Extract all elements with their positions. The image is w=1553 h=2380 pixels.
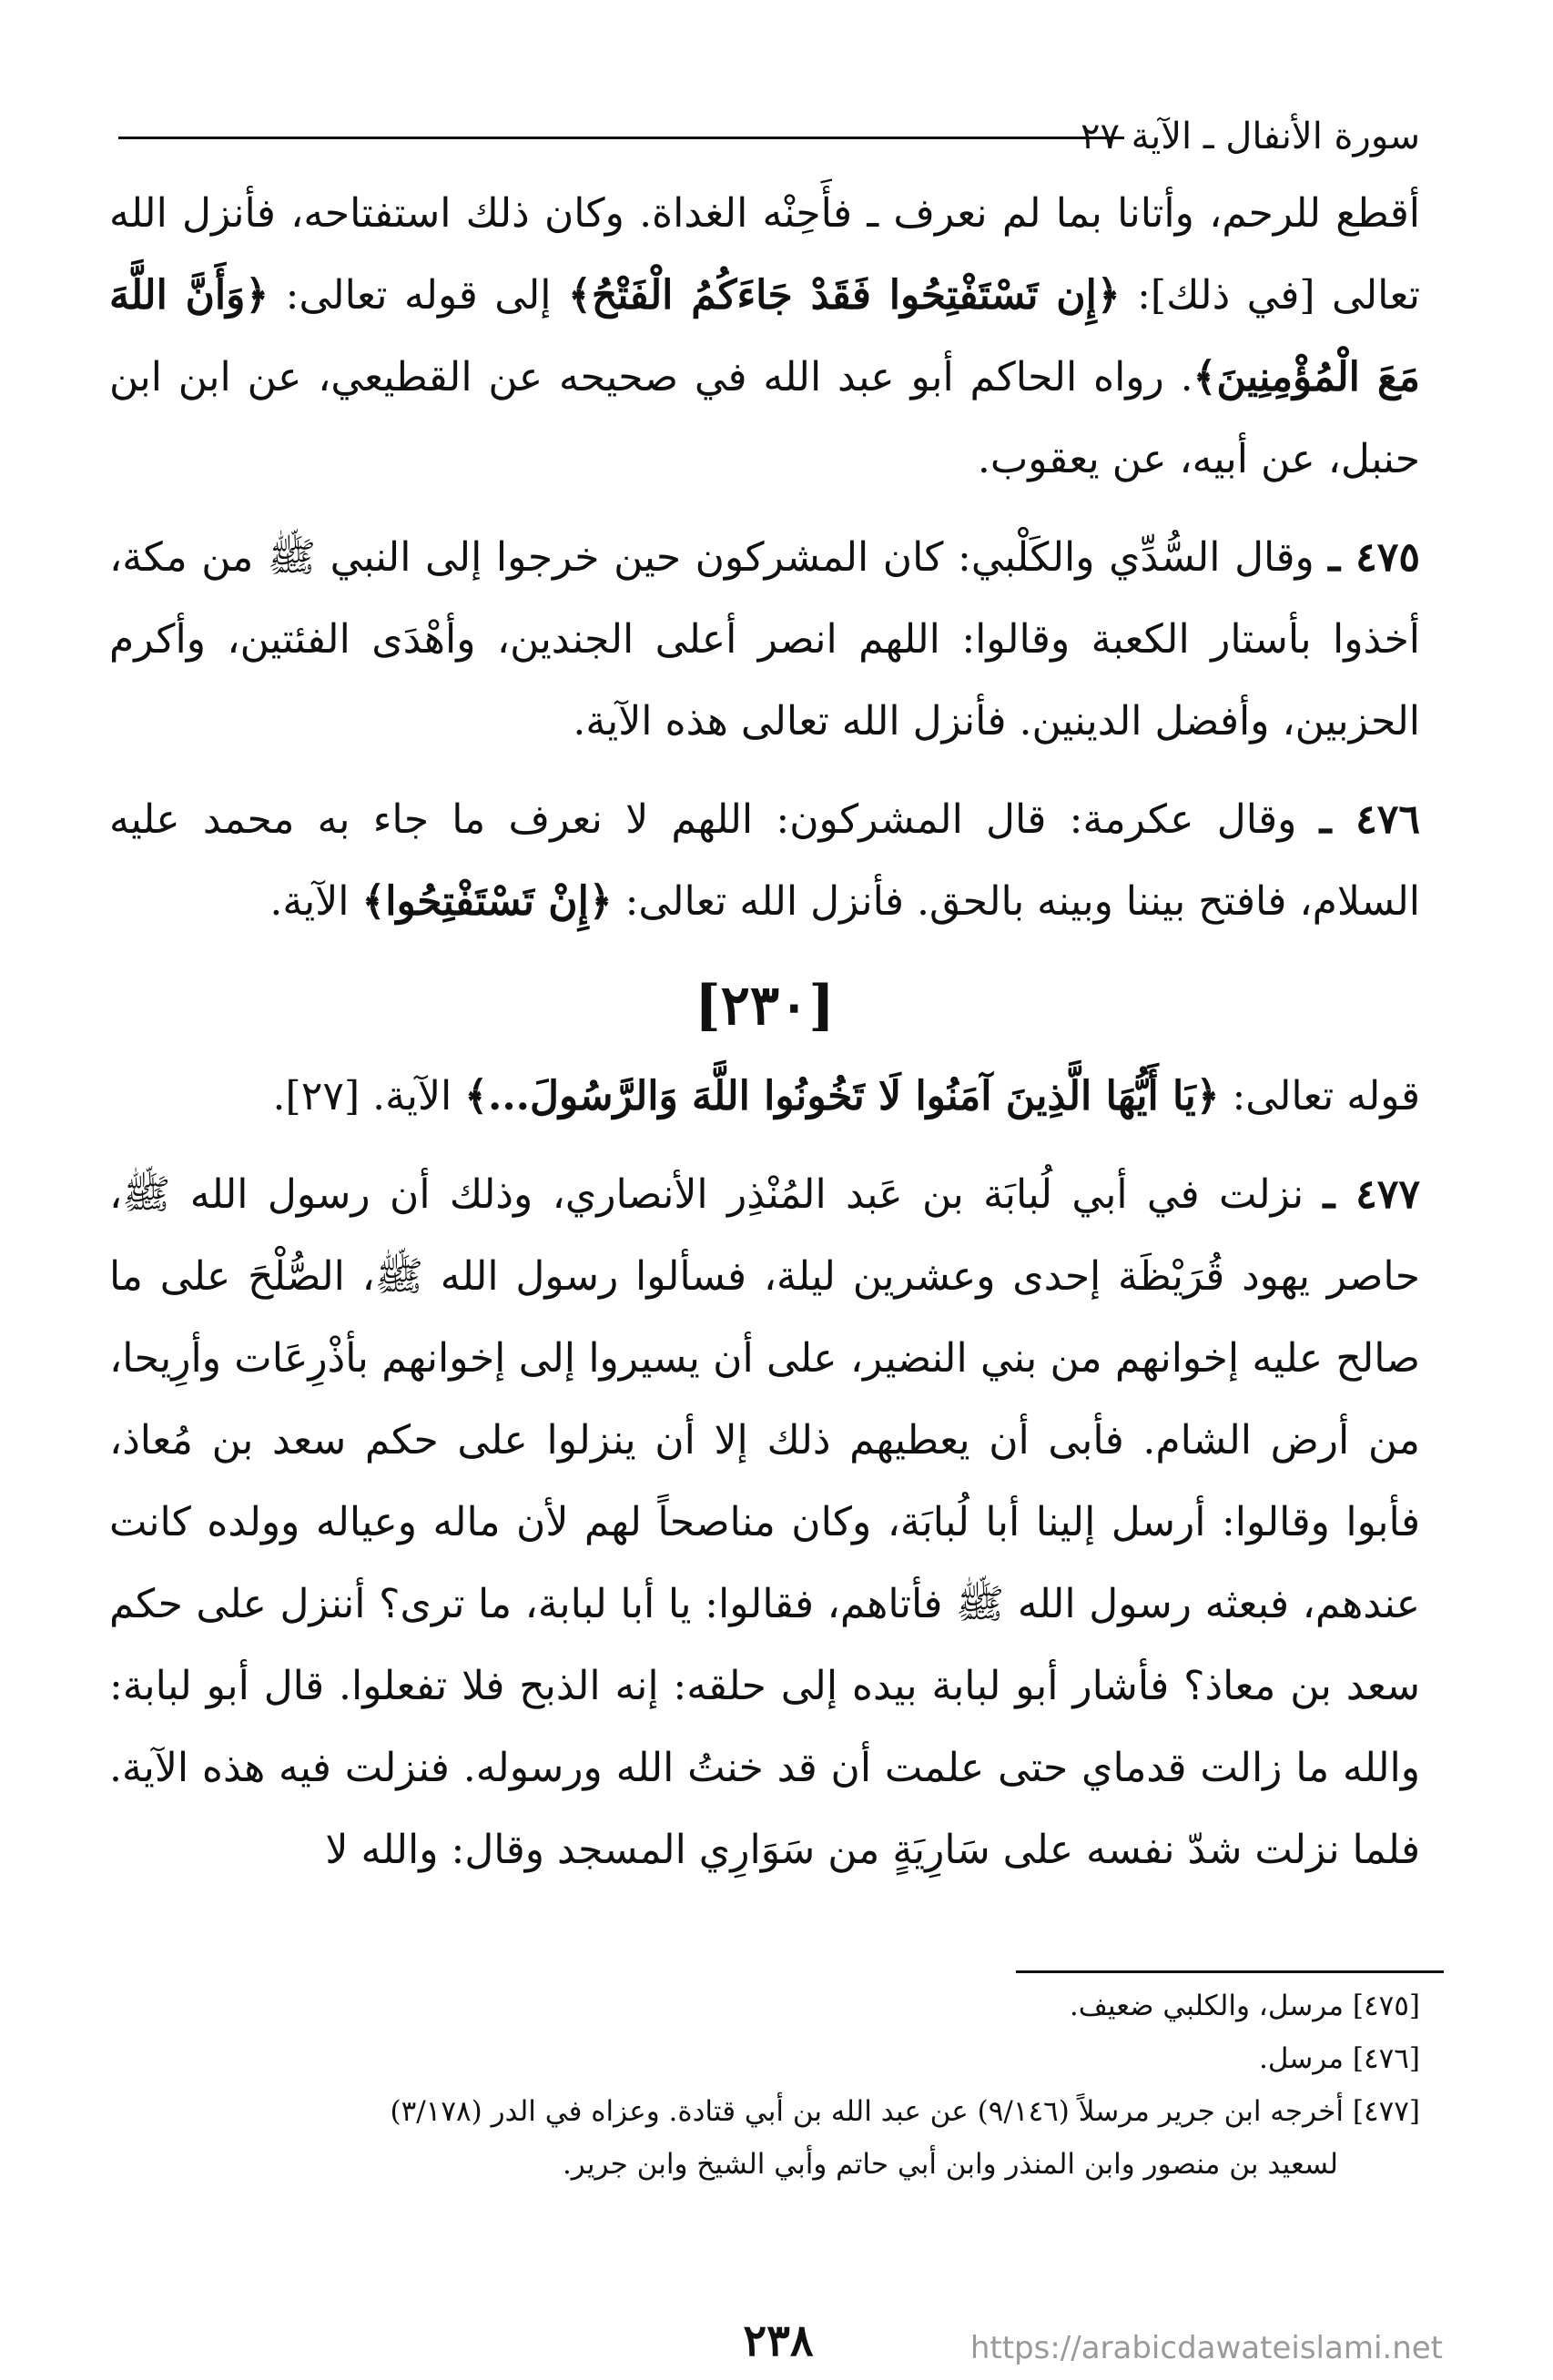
narration-text: وقال السُّدِّي والكَلْبي: كان المشركون حين خرجوا إلى النبي ﷺ من مكة، أخذوا بأستار الكعبة وقالوا: اللهم انصر أعلى الجندين، وأهْدَى الفئتين، وأكرم الحزبين، وأفضل الدينين. فأنزل الله تعالى هذه الآية. xyxy=(109,534,1420,744)
opening-paragraph xyxy=(109,173,1420,501)
text-run: الآية. [٢٧]. xyxy=(272,1073,465,1119)
text-run: قوله تعالى: xyxy=(1219,1073,1420,1119)
footnote-476: [٤٧٦] مرسل. xyxy=(1258,2042,1420,2075)
section-verse xyxy=(109,1056,1420,1138)
text-run: أقطع للرحم، وأتانا بما لم نعرف ـ فأَحِنْه الغداة. وكان ذلك استفتاحه، فأنزل الله تعالى [في ذلك]: xyxy=(109,190,1421,319)
main-text xyxy=(109,173,1420,1957)
quran-verse: ﴿إِن تَسْتَفْتِحُوا فَقَدْ جَاءَكُمُ الْفَتْحُ﴾ xyxy=(568,272,1121,319)
footnote-rule xyxy=(1016,1970,1444,1973)
watermark-url: https://arabicdawateislami.net xyxy=(969,2330,1443,2366)
narration-text: نزلت في أبي لُبابَة بن عَبد المُنْذِر الأنصاري، وذلك أن رسول الله ﷺ، حاصر يهود قُرَيْظَة إحدى وعشرين ليلة، فسألوا رسول الله ﷺ، الصُّلْحَ على ما صالح عليه إخوانهم من بني النضير، على أن يسيروا إلى إخوانهم بأذْرِعَات وأرِيحا، من أرض الشام. فأبى أن يعطيهم ذلك إلا أن ينزلوا على حكم سعد بن مُعاذ، فأبوا وقالوا: أرسل إلينا أبا لُبابَة، وكان مناصحاً لهم لأن ماله وعياله وولده كانت عندهم، فبعثه رسول الله ﷺ فأتاهم، فقالوا: يا أبا لبابة، ما ترى؟ أننزل على حكم سعد بن معاذ؟ فأشار أبو لبابة بيده إلى حلقه: إنه الذبح فلا تفعلوا. قال أبو لبابة: والله ما زالت قدماي حتى علمت أن قد خنتُ الله ورسوله. فنزلت فيه هذه الآية. فلما نزلت شدّ نفسه على سَارِيَةٍ من سَوَارِي المسجد وقال: والله لا xyxy=(109,1171,1420,1873)
text-run: إلى قوله تعالى: xyxy=(269,272,569,319)
narration-477 xyxy=(109,1154,1420,1891)
footnote-475: [٤٧٥] مرسل، والكلبي ضعيف. xyxy=(1069,1990,1420,2022)
quran-verse: ﴿وَأَنَّ اللَّهَ مَعَ الْمُؤْمِنِينَ﴾ xyxy=(109,272,1420,400)
quran-verse: ﴿إِنْ تَسْتَفْتِحُوا﴾ xyxy=(361,878,613,925)
section-number: [٢٣٠] xyxy=(695,974,835,1038)
quran-verse: ﴿يَا أَيُّهَا الَّذِينَ آمَنُوا لَا تَخُونُوا اللَّهَ وَالرَّسُولَ...﴾ xyxy=(464,1073,1220,1119)
header-title: سورة الأنفال ـ الآية ٢٧ xyxy=(1080,116,1420,157)
text-run: . رواه الحاكم أبو عبد الله في صحيحه عن القطيعي، عن ابن ابن حنبل، عن أبيه، عن يعقوب. xyxy=(109,354,1420,482)
narration-number: ٤٧٥ ـ xyxy=(1328,534,1420,581)
page-number: ٢٣٨ xyxy=(743,2315,814,2366)
narration-number: ٤٧٦ ـ xyxy=(1319,796,1420,843)
narration-text: وقال عكرمة: قال المشركون: اللهم لا نعرف ما جاء به محمد عليه السلام، فافتح بيننا وبينه بالحق. فأنزل الله تعالى: xyxy=(109,796,1420,925)
narration-number: ٤٧٧ ـ xyxy=(1323,1171,1420,1218)
narration-475 xyxy=(109,517,1420,763)
footnotes xyxy=(109,1980,1420,2189)
text-run: الآية. xyxy=(269,878,362,925)
footnote-477-continued: لسعيد بن منصور وابن المنذر وابن أبي حاتم وأبي الشيخ وابن جرير. xyxy=(562,2148,1338,2181)
footnote-477: [٤٧٧] أخرجه ابن جرير مرسلاً (٩/١٤٦) عن عبد الله بن أبي قتادة. وعزاه في الدر (٣/١٧٨) xyxy=(390,2095,1420,2128)
narration-476 xyxy=(109,779,1420,943)
running-header xyxy=(109,109,1420,173)
header-rule xyxy=(118,137,1124,139)
